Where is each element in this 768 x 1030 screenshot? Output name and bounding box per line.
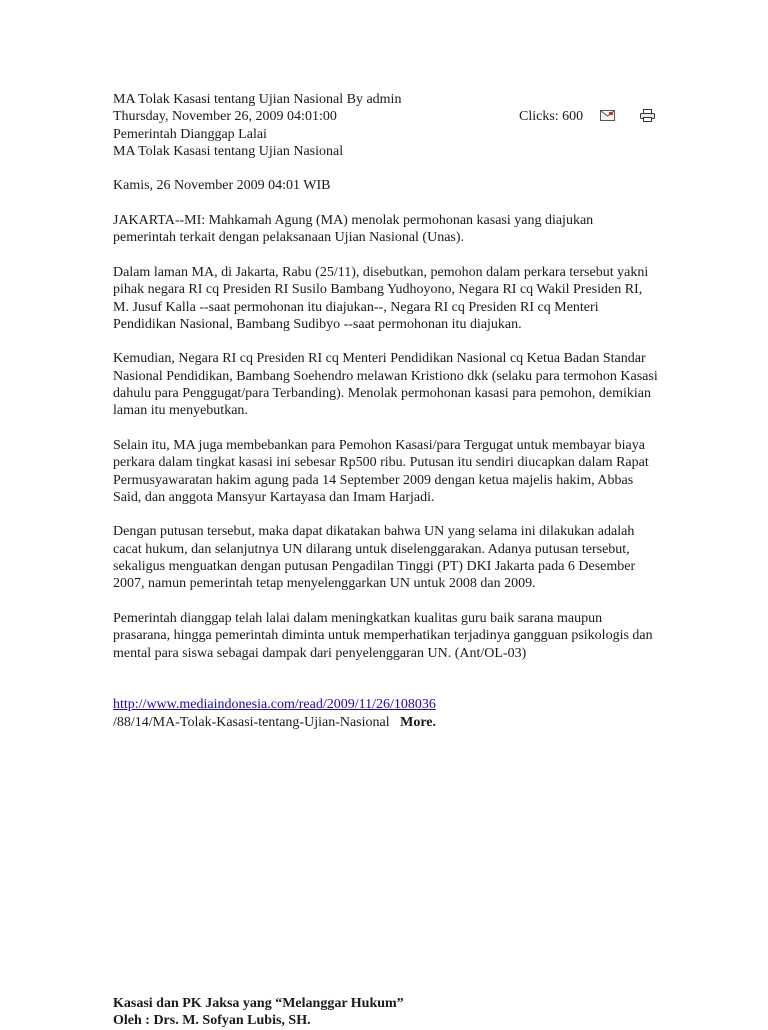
article-headline: MA Tolak Kasasi tentang Ujian Nasional bbox=[113, 143, 344, 159]
source-link-tail: /88/14/MA-Tolak-Kasasi-tentang-Ujian-Nasional bbox=[113, 714, 390, 730]
more-link[interactable]: More. bbox=[400, 714, 437, 730]
article-paragraph: Pemerintah dianggap telah lalai dalam meningkatkan kualitas guru baik sarana maupun prasarana, hingga pemerintah diminta untuk memperhatikan terjadinya gangguan psikologis dan mental para siswa sebagai dampak dari penyelenggaran UN. (Ant/OL-03) bbox=[113, 610, 653, 661]
article-paragraph: Selain itu, MA juga membebankan para Pemohon Kasasi/para Tergugat untuk membayar biaya perkara dalam tingkat kasasi ini sebesar Rp500 ribu. Putusan itu sendiri diucapkan dalam Rapat Permusyawaratan hakim agung pada 14 September 2009 dengan ketua majelis hakim, Abbas Said, dan anggota Mansyur Kartayasa dan Imam Harjadi. bbox=[113, 437, 649, 505]
article-paragraph: Dengan putusan tersebut, maka dapat dikatakan bahwa UN yang selama ini dilakukan adalah cacat hukum, dan selanjutnya UN dilarang untuk diselenggarakan. Adanya putusan tersebut, sekaligus menguatkan dengan putusan Pengadilan Tinggi (PT) DKI Jakarta pada 6 Desember 2007, namun pemerintah tetap menyelenggarkan UN untuk 2008 dan 2009. bbox=[113, 524, 636, 592]
next-article-title: Kasasi dan PK Jaksa yang “Melanggar Hukum” bbox=[113, 996, 404, 1011]
article bbox=[113, 91, 658, 731]
article-dateline: Kamis, 26 November 2009 04:01 WIB bbox=[113, 178, 331, 194]
clicks-counter: Clicks: 600 bbox=[519, 109, 584, 125]
next-article-byline: Oleh : Drs. M. Sofyan Lubis, SH. bbox=[113, 1013, 311, 1029]
article-datetime: Thursday, November 26, 2009 04:01:00 bbox=[113, 109, 337, 125]
article-paragraph: Dalam laman MA, di Jakarta, Rabu (25/11), disebutkan, pemohon dalam perkara tersebut yakni pihak negara RI cq Presiden RI Susilo Bambang Yudhoyono, Negara RI cq Wakil Presiden RI, M. Jusuf Kalla --saat permohonan itu diajukan--, Negara RI cq Presiden RI cq Menteri Pendidikan Nasional, Bambang Sudibyo --saat permohonan itu diajukan. bbox=[113, 264, 649, 332]
article-title-line bbox=[113, 91, 658, 108]
email-icon[interactable] bbox=[600, 109, 615, 122]
article-paragraph: Kemudian, Negara RI cq Presiden RI cq Menteri Pendidikan Nasional cq Ketua Badan Standar Nasional Pendidikan, Bambang Soehendro melawan Kristiono dkk (selaku para termohon Kasasi dahulu para Penggugat/para Terbanding). Menolak permohonan kasasi para pemohon, demikian laman itu menyebutkan. bbox=[113, 351, 658, 419]
printer-icon[interactable] bbox=[640, 109, 655, 122]
article-subtitle: Pemerintah Dianggap Lalai bbox=[113, 126, 267, 142]
article-meta-line bbox=[113, 108, 658, 125]
article-title: MA Tolak Kasasi tentang Ujian Nasional By admin bbox=[113, 92, 402, 107]
source-link[interactable]: http://www.mediaindonesia.com/read/2009/11/26/108036 bbox=[113, 697, 436, 713]
next-article bbox=[113, 995, 658, 1030]
article-paragraph: JAKARTA--MI: Mahkamah Agung (MA) menolak permohonan kasasi yang diajukan pemerintah terkait dengan pelaksanaan Ujian Nasional (Unas). bbox=[113, 213, 594, 246]
